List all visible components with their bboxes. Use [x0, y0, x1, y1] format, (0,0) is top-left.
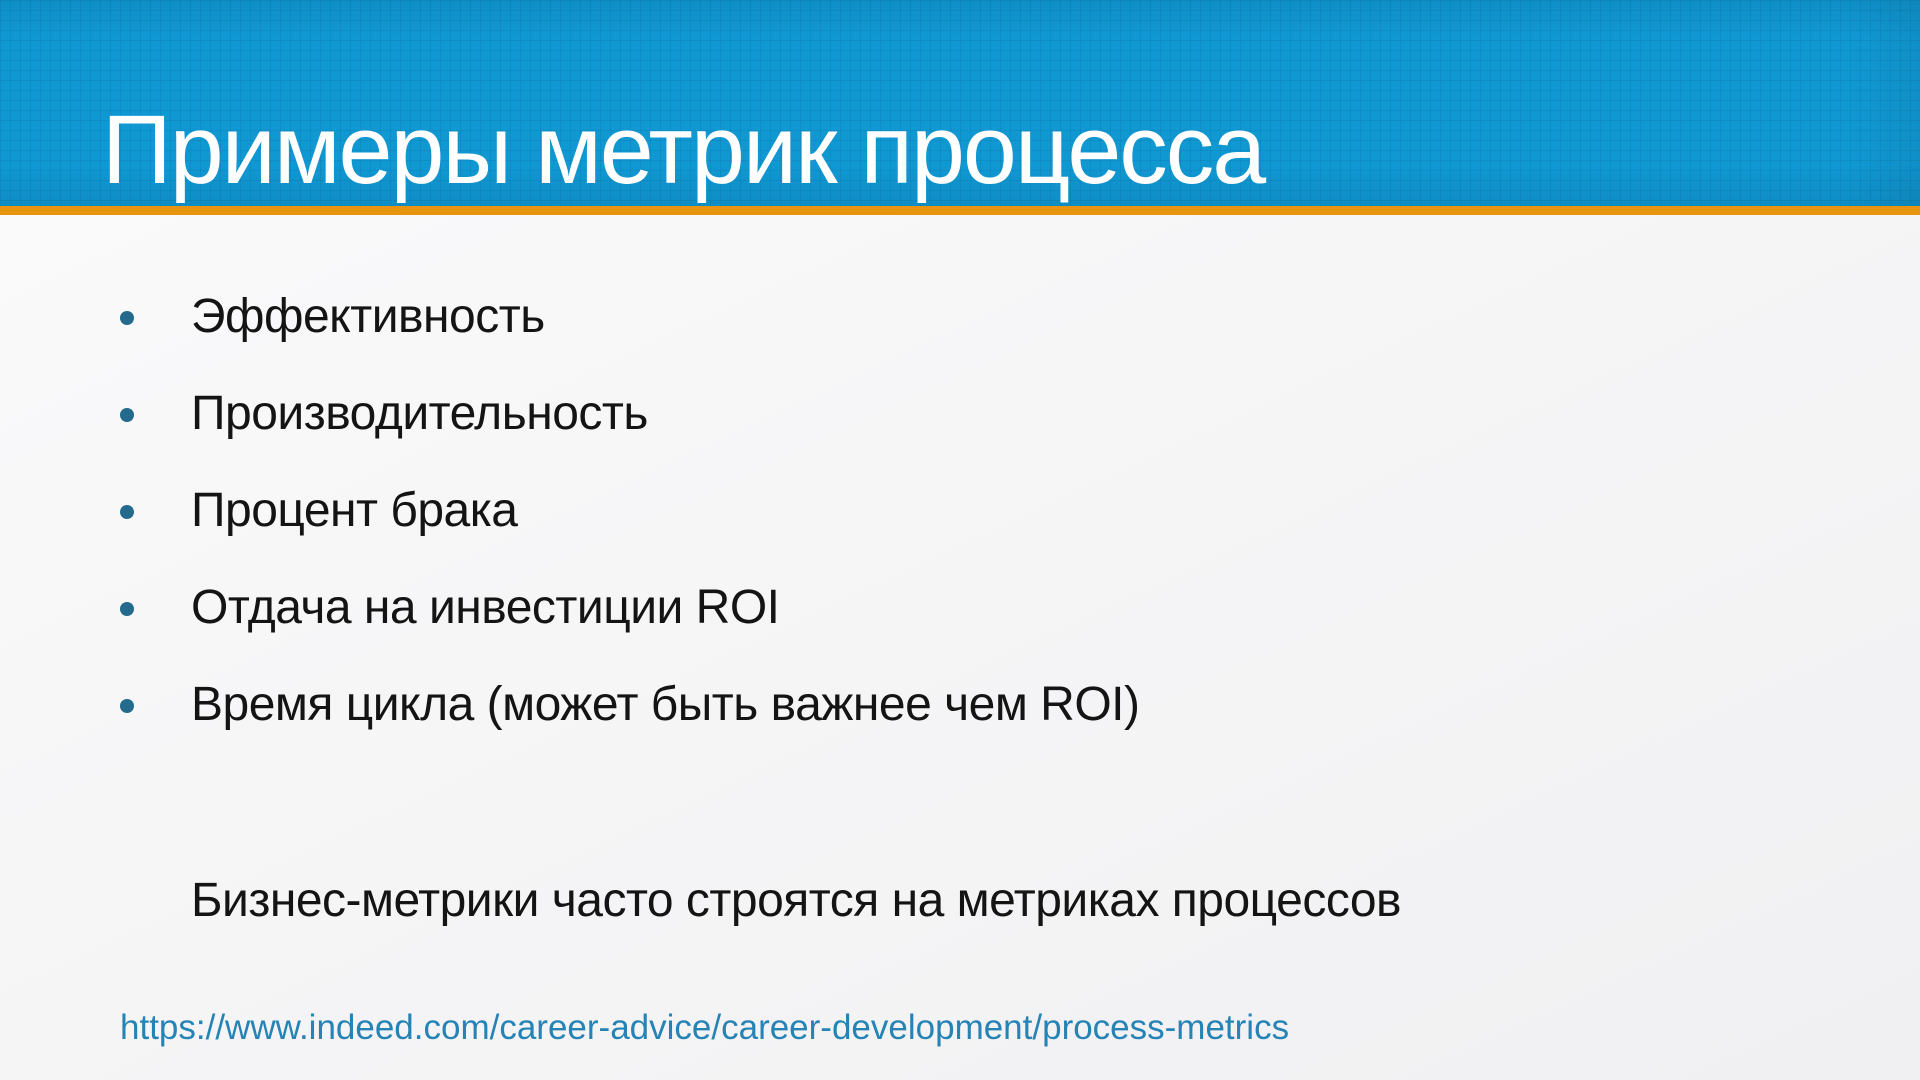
bullet-text: Время цикла (может быть важнее чем ROI) [191, 678, 1140, 731]
bullet-dot-icon [120, 505, 134, 519]
bullet-list [0, 268, 1920, 753]
list-item [0, 268, 1920, 365]
bullet-dot-icon [120, 699, 134, 713]
slide-body [0, 215, 1920, 1080]
bullet-dot-icon [120, 408, 134, 422]
bullet-text: Производительность [191, 387, 648, 440]
list-item [0, 656, 1920, 753]
bullet-dot-icon [120, 311, 134, 325]
bullet-dot-icon [120, 602, 134, 616]
list-item [0, 462, 1920, 559]
bullet-text: Отдача на инвестиции ROI [191, 581, 780, 634]
bullet-text: Эффективность [191, 290, 545, 343]
slide-title: Примеры метрик процесса [102, 95, 1265, 204]
slide-header [0, 0, 1920, 206]
summary-note: Бизнес-метрики часто строятся на метриках процессов [191, 874, 1402, 927]
source-url-link[interactable]: https://www.indeed.com/career-advice/career-development/process-metrics [120, 1008, 1290, 1047]
list-item [0, 559, 1920, 656]
bullet-text: Процент брака [191, 484, 518, 537]
accent-divider [0, 206, 1920, 215]
list-item [0, 365, 1920, 462]
